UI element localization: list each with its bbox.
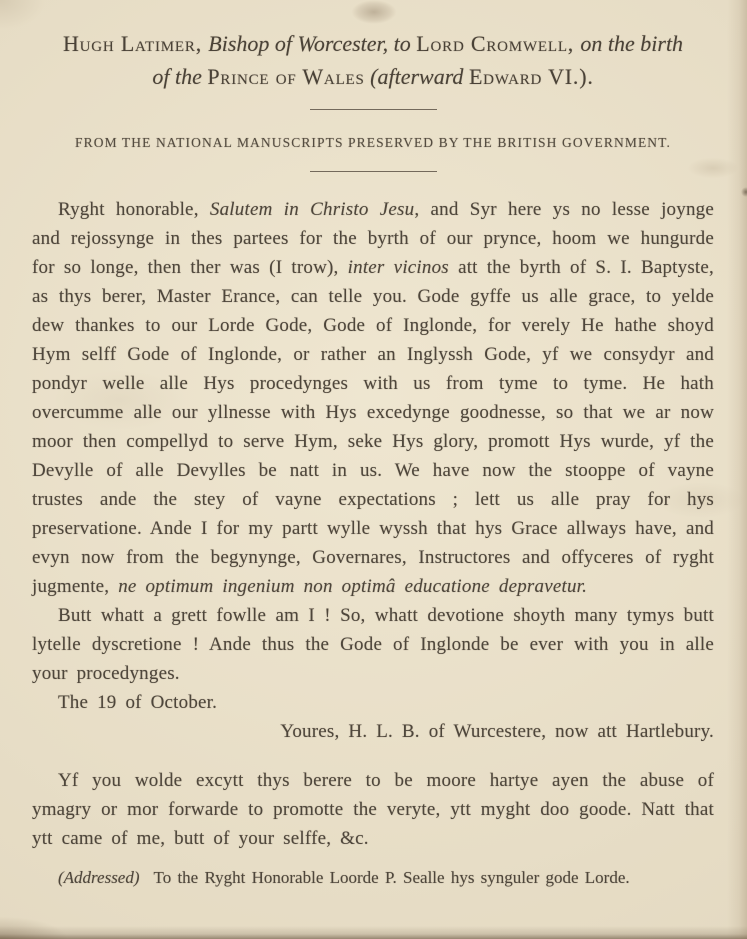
divider-rule-bottom xyxy=(310,171,437,172)
para1-latin-1: Salutem in Christo Jesu xyxy=(209,199,415,220)
addressed-label: (Addressed) xyxy=(58,868,140,887)
source-line: FROM THE NATIONAL MANUSCRIPTS PRESERVED BY THE BRITISH GOVERNMENT. xyxy=(75,135,671,150)
postscript-paragraph: Yf you wolde excytt thys berere to be moore hartye ayen the abuse of ymagry or mor forwarde to promotte the veryte, ytt myght doo goode. Natt that ytt came of me, butt of your selffe, &c. xyxy=(32,770,714,849)
title-subject-part1: on the birth xyxy=(580,31,684,56)
address-line xyxy=(32,865,714,891)
signature-line: Youres, H. L. B. of Wurcestere, now att Hartlebury. xyxy=(280,721,714,742)
para1-text: Ryght honorable, xyxy=(58,199,210,220)
title-author: Hugh Latimer, xyxy=(62,31,209,56)
title-prince: Prince of Wales xyxy=(207,64,365,89)
title-author-role: Bishop of Worcester, to xyxy=(208,31,417,56)
divider-rule-top xyxy=(310,109,437,110)
paragraph-2: Butt whatt a grett fowlle am I ! So, whatt devotione shoyth many tymys butt lytelle dyscretione ! Ande thus the Gode of Inglonde be ever with you in alle your procedynges. xyxy=(32,605,714,684)
title-line-1 xyxy=(32,27,714,60)
addressed-text: To the Ryght Honorable Loorde P. Sealle hys synguler gode Lorde. xyxy=(153,868,630,887)
para1-text-3: att the byrth of S. I. Baptyste, as thys berer, Master Erance, can telle you. Gode gyffe us alle grace, to yelde dew thankes to our Lorde Gode, Gode of Inglonde, for verely He hathe shoyd Hym selff Gode of Inglonde, or rather an Inglyssh Gode, yf we consydyr and pondyr welle alle Hys procedynges with us from tyme to tyme. He hath overcumme alle our yllnesse with Hys excedynge goodnesse, so that we ar now moor then compellyd to serve Hym, seke Hys glory, promott Hys wurde, yf the Devylle of alle Devylles be natt in us. We have now the stooppe of vayne trustes ande the stey of vayne expectations ; lett us alle pray for hys preservatione. Ande I for my partt wylle wyssh that hys Grace allways have, and evyn now from the begynynge, Governares, Instructores and offyceres of ryght jugmente, xyxy=(32,257,714,597)
date-line: The 19 of October. xyxy=(58,692,218,713)
title-afterward: (afterward xyxy=(364,64,469,89)
title-recipient: Lord Cromwell, xyxy=(416,31,581,56)
title-subject-part2: of the xyxy=(152,64,208,89)
title-line-2 xyxy=(32,60,714,93)
page-title xyxy=(32,27,714,93)
paragraph-1 xyxy=(32,195,714,601)
para1-latin-3: ne optimum ingenium non optimâ educatione depravetur. xyxy=(118,576,588,597)
title-edward: Edward VI.). xyxy=(468,64,594,89)
para1-text-2: , and Syr here ys no lesse joynge and rejossynge in thes partees for the byrth of our prynce, hoom we hungurde for so longe, then ther was (I trow), xyxy=(32,199,714,278)
para1-latin-2: inter vicinos xyxy=(347,257,449,278)
